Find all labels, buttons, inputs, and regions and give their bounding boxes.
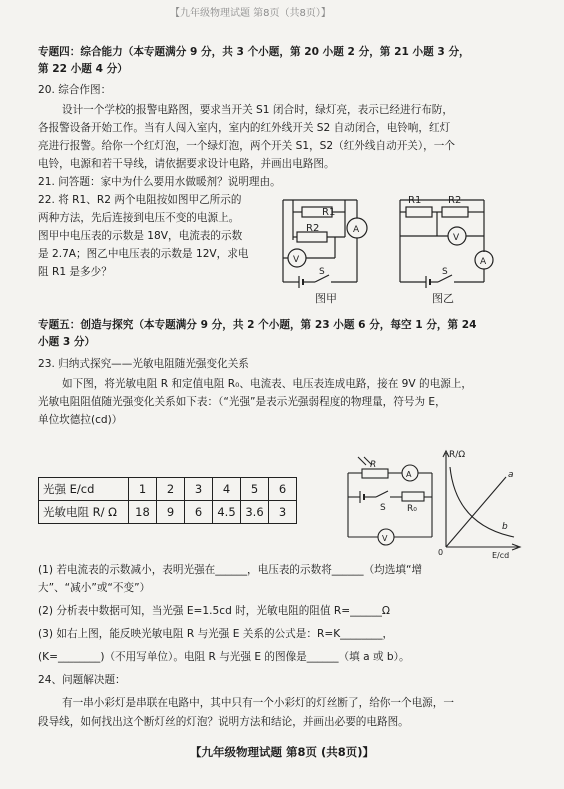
q24-title: 24、问题解决题： <box>38 674 126 686</box>
label-r2: R2 <box>448 195 462 206</box>
curve-b-label: b <box>502 522 508 532</box>
voltmeter-label: V <box>293 255 300 265</box>
photoresistor <box>362 469 388 478</box>
page-header-strip: 【九年级物理试题 第8页（共8页）】 <box>170 8 331 19</box>
q22-line5: 阻 R1 是多少？ <box>38 266 112 278</box>
q23-part3: (3) 如右上图，能反映光敏电阻 R 与光强 E 关系的公式是：R=K________， <box>38 628 394 640</box>
photoresistor-circuit <box>340 455 440 550</box>
q23-line2: 光敏电阻阻值随光强变化关系如下表：（“光强”是表示光强弱程度的物理量，符号为 E， <box>38 396 446 408</box>
q22-line4: 是 2.7A；图乙中电压表的示数是 12V，求电 <box>38 248 249 260</box>
q20-line1: 设计一个学校的报警电路图，要求当开关 S1 闭合时，绿灯亮，表示已经进行布防， <box>62 104 453 116</box>
row-head-resistance: 光敏电阻 R/ Ω <box>39 501 129 524</box>
table-cell: 9 <box>157 501 185 524</box>
q24-line1: 有一串小彩灯是串联在电路中，其中只有一个小彩灯的灯丝断了，给你一个电源，一 <box>62 697 454 709</box>
switch-label: S <box>380 503 386 513</box>
table-cell: 3 <box>269 501 297 524</box>
q20-title: 20. 综合作图： <box>38 84 112 96</box>
q23-title: 23. 归纳式探究——光敏电阻随光强变化关系 <box>38 358 249 370</box>
q24-line2: 段导线，如何找出这个断灯丝的灯泡？说明方法和结论，并画出必要的电路图。 <box>38 716 409 728</box>
q22-line1: 22. 将 R1、R2 两个电阻按如图甲乙所示的 <box>38 194 242 206</box>
q23-part3-cont: (K=________)（不用写单位）。电阻 R 与光强 E 的图像是______（填 a 或 b）。 <box>38 651 410 663</box>
figure-yi-caption: 图乙 <box>432 292 454 305</box>
topic4-title-cont: 第 22 小题 4 分） <box>38 63 128 75</box>
label-r0: R₀ <box>407 504 417 514</box>
label-r2: R2 <box>306 223 320 234</box>
curve-a <box>446 477 506 547</box>
q22-line2: 两种方法，先后连接到电压不变的电源上。 <box>38 212 240 224</box>
table-cell: 6 <box>269 478 297 501</box>
resistor-r1 <box>406 207 432 217</box>
graph-origin: 0 <box>438 548 444 557</box>
light-resistance-table <box>38 477 297 524</box>
table-cell: 2 <box>157 478 185 501</box>
q20-line2: 各报警设备开始工作。当有人闯入室内，室内的红外线开关 S2 自动闭合，电铃响，红灯 <box>38 122 451 134</box>
topic4-title: 专题四：综合能力（本专题满分 9 分，共 3 个小题，第 20 小题 2 分，第 21 小题 3 分， <box>38 46 470 58</box>
ammeter-label: A <box>353 225 360 235</box>
switch-label: S <box>442 267 448 277</box>
voltmeter-label: V <box>453 233 460 243</box>
label-r: R <box>370 460 377 470</box>
q20-line3: 亮进行报警。给你一个红灯泡，一个绿灯泡，两个开关 S1，S2（红外线自动开关），一个 <box>38 140 455 152</box>
graph-xlabel: E/cd <box>492 551 510 559</box>
ammeter-label: A <box>406 470 412 479</box>
q23-line1: 如下图，将光敏电阻 R 和定值电阻 R₀、电流表、电压表连成电路，接在 9V 的电源上， <box>62 378 472 390</box>
q21-text: 21. 问答题：家中为什么要用水做暖剂？说明理由。 <box>38 176 281 188</box>
graph-ylabel: R/Ω <box>449 450 466 460</box>
label-r1: R1 <box>408 195 422 206</box>
q23-line3: 单位坎德拉(cd)） <box>38 414 123 426</box>
table-cell: 18 <box>129 501 157 524</box>
q23-part1: (1) 若电流表的示数减小，表明光强在______，电压表的示数将______（均选填“增 <box>38 564 423 576</box>
r-e-graph <box>436 447 526 559</box>
figure-jia-caption: 图甲 <box>315 292 337 305</box>
q23-part1-cont: 大”、“减小”或“不变”） <box>38 582 151 594</box>
table-cell: 4 <box>213 478 241 501</box>
table-row <box>39 478 297 501</box>
circuit-figure-yi <box>392 190 502 308</box>
curve-a-label: a <box>508 470 514 480</box>
table-row <box>39 501 297 524</box>
label-r1: R1 <box>322 207 336 218</box>
switch-label: S <box>319 267 325 277</box>
ammeter-label: A <box>480 257 487 267</box>
topic5-title-cont: 小题 3 分） <box>38 336 96 348</box>
table-cell: 4.5 <box>213 501 241 524</box>
circuit-figure-jia <box>275 190 385 308</box>
q23-part2: (2) 分析表中数据可知，当光强 E=1.5cd 时，光敏电阻的阻值 R=______Ω <box>38 605 391 617</box>
fixed-resistor <box>402 492 424 501</box>
page-footer: 【九年级物理试题 第8页 (共8页)】 <box>189 745 375 759</box>
q20-line4: 电铃，电源和若干导线，请依据要求设计电路，并画出电路图。 <box>38 158 335 170</box>
table-cell: 5 <box>241 478 269 501</box>
topic5-title: 专题五：创造与探究（本专题满分 9 分，共 2 个小题，第 23 小题 6 分，每空 1 分，第 24 <box>38 319 477 331</box>
table-cell: 6 <box>185 501 213 524</box>
q22-line3: 图甲中电压表的示数是 18V，电流表的示数 <box>38 230 243 242</box>
table-cell: 3 <box>185 478 213 501</box>
voltmeter-label: V <box>382 534 388 543</box>
resistor-r2 <box>442 207 468 217</box>
table-cell: 1 <box>129 478 157 501</box>
row-head-light: 光强 E/cd <box>39 478 129 501</box>
table-cell: 3.6 <box>241 501 269 524</box>
